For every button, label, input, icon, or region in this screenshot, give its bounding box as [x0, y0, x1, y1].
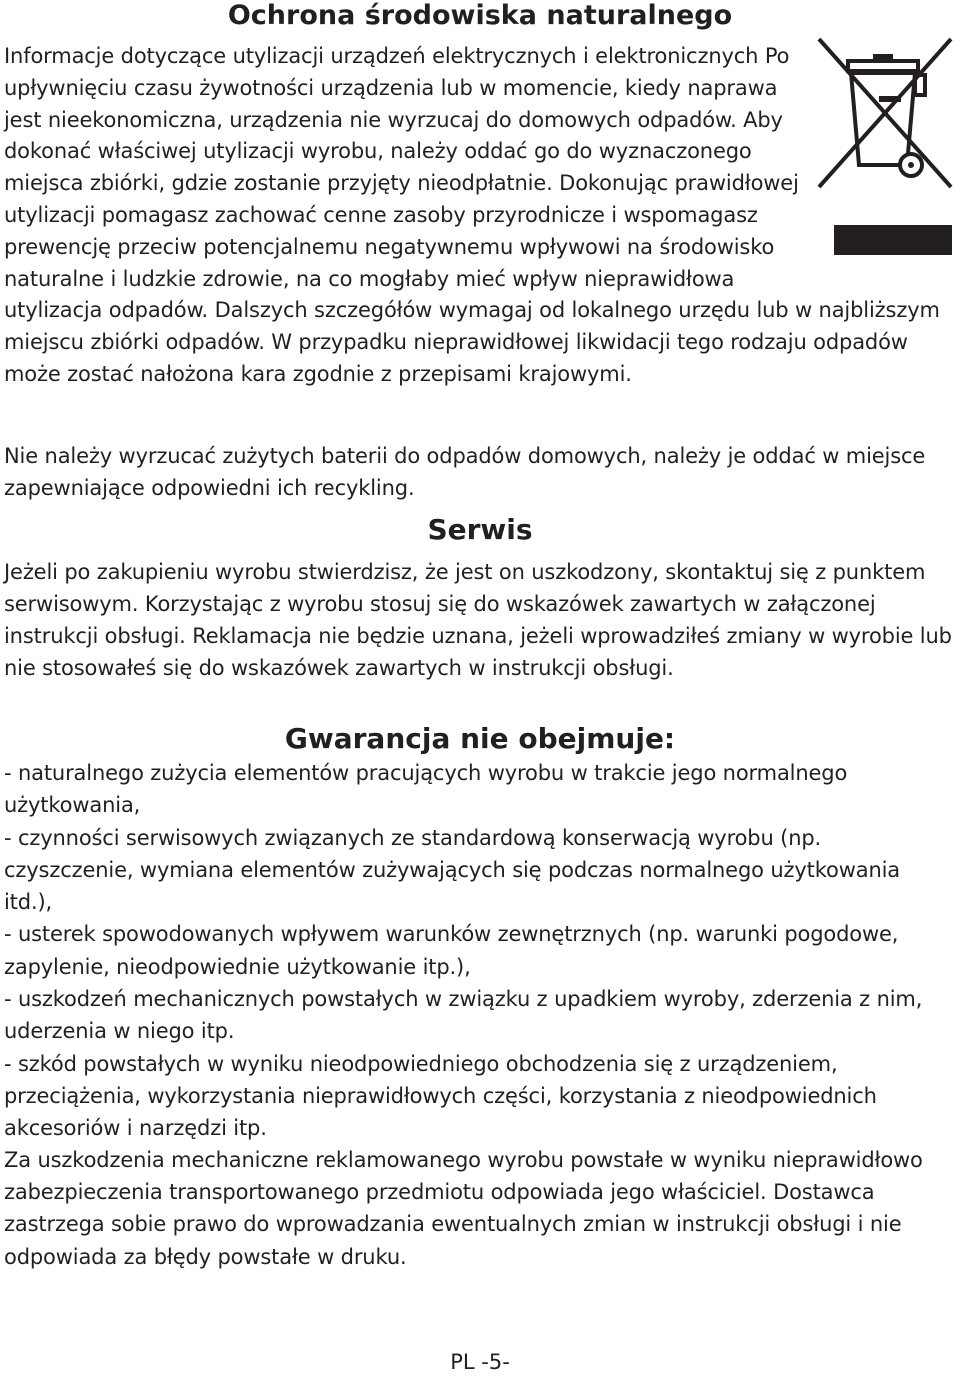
- service-title: Serwis: [427, 513, 533, 546]
- list-item: - naturalnego zużycia elementów pracujących wyrobu w trakcie jego normalnego użytkowania,: [4, 761, 848, 818]
- environment-paragraph: [4, 41, 954, 391]
- warranty-exclusions-list: [4, 757, 954, 1145]
- environment-text: Informacje dotyczące utylizacji urządzeń elektrycznych i elektronicznych Po upływnięciu czasu żywotności urządzenia lub w momencie, kiedy naprawa jest nieekonomiczna, urządzenia nie wyrzucaj do domowych odpadów. Aby dokonać właściwej utylizacji wyrobu, należy oddać go do wyznaczonego miejsca zbiórki, gdzie zostanie przyjęty nieodpłatnie. Dokonując prawidłowej utylizacji pomagasz zachować cenne zasoby przyrodnicze i wspomagasz prewencję przeciw potencjalnemu negatywnemu wpływowi na środowisko naturalne i ludzkie zdrowie, na co mogłaby mieć wpływ nieprawidłowa utylizacja odpadów. Dalszych szczegółów wymagaj od lokalnego urzędu lub w najbliższym miejscu zbiórki odpadów. W przypadku nieprawidłowej likwidacji tego rodzaju odpadów może zostać nałożona kara zgodnie z przepisami krajowymi.: [4, 44, 940, 386]
- batteries-paragraph: Nie należy wyrzucać zużytych baterii do odpadów domowych, należy je oddać w miejsce zapewniające odpowiedni ich recykling.: [4, 444, 926, 500]
- liability-paragraph: Za uszkodzenia mechaniczne reklamowanego wyrobu powstałe w wyniku nieprawidłowo zabezpieczenia transportowanego przedmiotu odpowiada jego właściciel. Dostawca zastrzega sobie prawo do wprowadzania ewentualnych zmian w instrukcji obsługi i nie odpowiada za błędy powstałe w druku.: [4, 1148, 923, 1269]
- page-number: PL -5-: [450, 1350, 510, 1374]
- crossed-out-wheelie-bin-icon: [815, 37, 960, 265]
- list-item: - szkód powstałych w wyniku nieodpowiedniego obchodzenia się z urządzeniem, przeciążenia, wykorzystania nieprawidłowych części, korzystania z nieodpowiednich akcesoriów i narzędzi itp.: [4, 1051, 877, 1141]
- environment-title: Ochrona środowiska naturalnego: [227, 0, 733, 31]
- list-item: - czynności serwisowych związanych ze standardową konserwacją wyrobu (np. czyszczenie, wymiana elementów zużywających się podczas normalnego użytkowania itd.),: [4, 825, 901, 915]
- service-paragraph: Jeżeli po zakupieniu wyrobu stwierdzisz, że jest on uszkodzony, skontaktuj się z punktem serwisowym. Korzystając z wyrobu stosuj się do wskazówek zawartych w załączonej instrukcji obsługi. Reklamacja nie będzie uznana, jeżeli wprowadziłeś zmiany w wyrobie lub nie stosowałeś się do wskazówek zawartych w instrukcji obsługi.: [4, 560, 952, 680]
- list-item: - usterek spowodowanych wpływem warunków zewnętrznych (np. warunki pogodowe, zapylenie, nieodpowiednie użytkowanie itp.),: [4, 922, 899, 979]
- warranty-title: Gwarancja nie obejmuje:: [284, 722, 676, 755]
- list-item: - uszkodzeń mechanicznych powstałych w związku z upadkiem wyroby, zderzenia z nim, uderzenia w niego itp.: [4, 987, 923, 1044]
